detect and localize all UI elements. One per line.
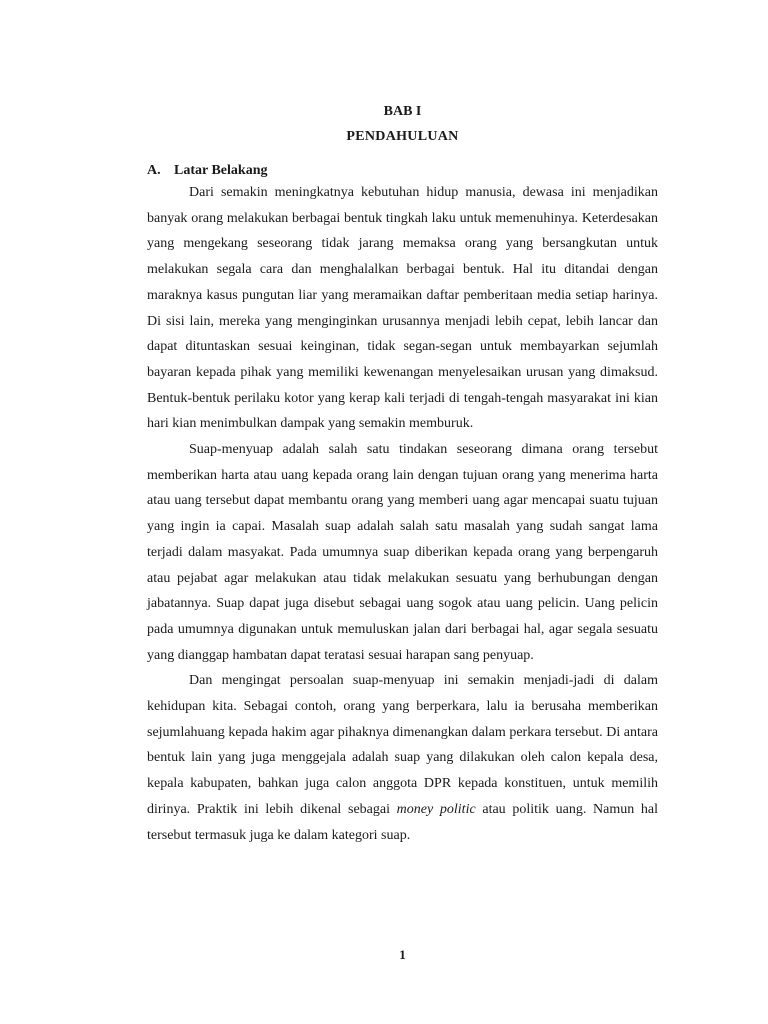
paragraph-1: Dari semakin meningkatnya kebutuhan hidup manusia, dewasa ini menjadikan banyak orang melakukan berbagai bentuk tingkah laku untuk memenuhinya. Keterdesakan yang mengekang seseorang tidak jarang memaksa orang yang bersangkutan untuk melakukan segala cara dan menghalalkan berbagai bentuk. Hal itu ditandai dengan maraknya kasus pungutan liar yang meramaikan daftar pemberitaan media setiap harinya. Di sisi lain, mereka yang menginginkan urusannya menjadi lebih cepat, lebih lancar dan dapat dituntaskan sesuai keinginan, tidak segan-segan untuk membayarkan sejumlah bayaran kepada pihak yang memiliki kewenangan menyelesaikan urusan yang dimaksud. Bentuk-bentuk perilaku kotor yang kerap kali terjadi di tengah-tengah masyarakat ini kian hari kian menimbulkan dampak yang semakin memburuk. xyxy=(147,185,658,432)
page-number: 1 xyxy=(399,947,406,962)
body-text xyxy=(147,180,658,848)
paragraph-3 xyxy=(147,668,658,848)
paragraph-3-text-start: Dan mengingat persoalan suap-menyuap ini semakin menjadi-jadi di dalam kehidupan kita. Sebagai contoh, orang yang berperkara, lalu ia berusaha memberikan sejumlahuang kepada hakim agar pihaknya dimenangkan dalam perkara tersebut. Di antara bentuk lain yang juga menggejala adalah suap yang dilakukan oleh calon kepala desa, kepala kabupaten, bahkan juga calon anggota DPR kepada konstituen, untuk memilih dirinya. Praktik ini lebih dikenal sebagai xyxy=(147,673,658,817)
section-letter: A. xyxy=(147,163,161,178)
paragraph-2: Suap-menyuap adalah salah satu tindakan seseorang dimana orang tersebut memberikan harta atau uang kepada orang lain dengan tujuan orang yang menerima harta atau uang tersebut dapat membantu orang yang memberi uang agar mencapai suatu tujuan yang ingin ia capai. Masalah suap adalah salah satu masalah yang sudah sangat lama terjadi dalam masyakat. Pada umumnya suap diberikan kepada orang yang berpengaruh atau pejabat agar melakukan atau tidak melakukan sesuatu yang berhubungan dengan jabatannya. Suap dapat juga disebut sebagai uang sogok atau uang pelicin. Uang pelicin pada umumnya digunakan untuk memuluskan jalan dari berbagai hal, agar segala sesuatu yang dianggap hambatan dapat teratasi sesuai harapan sang penyuap. xyxy=(147,442,658,663)
chapter-title: PENDAHULUAN xyxy=(346,129,459,144)
section-heading xyxy=(147,163,267,179)
paragraph-3-italic-term: money politic xyxy=(396,801,476,817)
section-title: Latar Belakang xyxy=(174,163,268,178)
chapter-number: BAB I xyxy=(383,104,422,119)
paragraph-3-text-end: atau politik uang. Namun hal tersebut termasuk juga ke dalam kategori suap. xyxy=(147,801,659,843)
